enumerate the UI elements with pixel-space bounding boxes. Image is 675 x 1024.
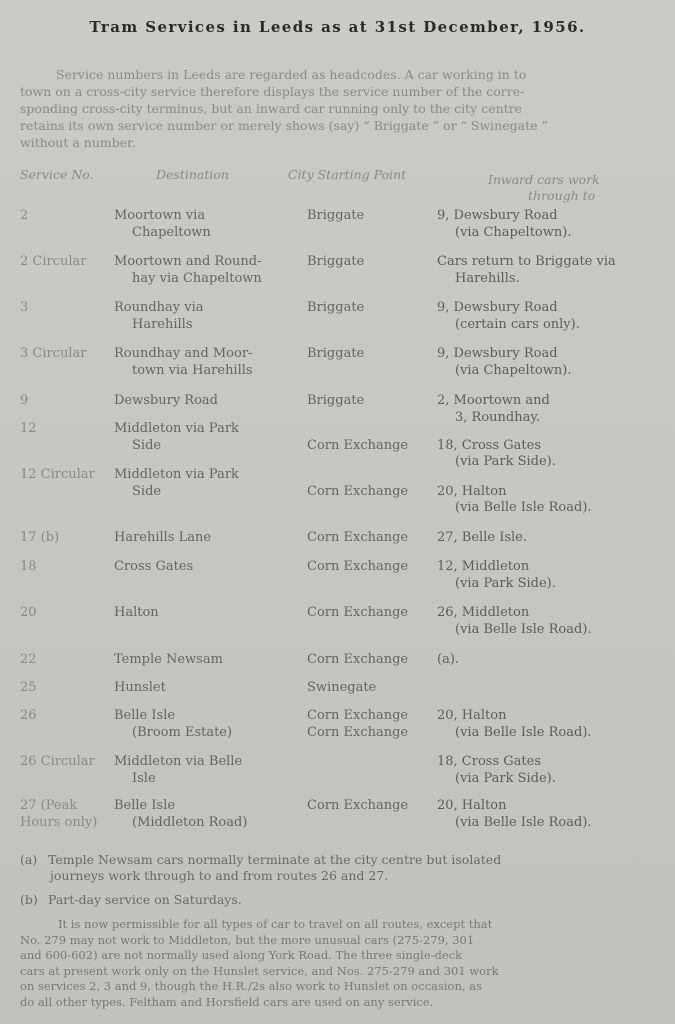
footnote-label: (b) [20, 892, 38, 907]
cell-start: Briggate [307, 300, 365, 315]
cell-destination: Temple Newsam [114, 652, 223, 667]
cell-service: 17 (b) [20, 530, 60, 545]
cell-service: 22 [20, 652, 37, 667]
cell-service: 26 Circular [20, 754, 95, 769]
cell-destination: Moortown via [114, 208, 206, 223]
cell-start: Corn Exchange [307, 652, 409, 667]
cell-destination: Harehills [132, 316, 193, 332]
cell-start: Corn Exchange [307, 559, 409, 574]
cell-destination: Roundhay via [114, 300, 204, 315]
cell-service: 2 Circular [20, 254, 87, 269]
cell-destination: Side [132, 437, 162, 453]
cell-destination: Dewsbury Road [114, 393, 218, 408]
cell-start: Briggate [307, 346, 365, 361]
cell-inward: 3, Roundhay. [455, 409, 541, 425]
cell-inward: 20, Halton [437, 483, 507, 499]
cell-destination: Halton [114, 605, 159, 620]
cell-destination: hay via Chapeltown [132, 270, 262, 286]
closing-line: and 600-602) are not normally used along York Road. The three single-deck [20, 948, 463, 962]
cell-inward: 2, Moortown and [437, 393, 550, 408]
header-service: Service No. [20, 167, 94, 182]
cell-inward: Harehills. [455, 270, 520, 286]
cell-service: 12 Circular [20, 467, 95, 482]
intro-paragraph [20, 66, 660, 151]
cell-inward: 26, Middleton [437, 605, 530, 620]
cell-destination: (Middleton Road) [132, 814, 248, 830]
cell-start: Corn Exchange [307, 605, 409, 620]
cell-service: 20 [20, 605, 37, 620]
cell-service: 3 [20, 300, 29, 315]
cell-inward: 12, Middleton [437, 559, 530, 574]
cell-inward: (via Belle Isle Road). [455, 500, 592, 515]
cell-start: Briggate [307, 254, 365, 269]
cell-inward: 27, Belle Isle. [437, 530, 527, 545]
footnote-text: Part-day service on Saturdays. [48, 892, 242, 907]
closing-paragraph [20, 917, 660, 1010]
cell-start: Corn Exchange [307, 530, 409, 545]
cell-inward: (via Belle Isle Road). [455, 724, 592, 740]
cell-service: 9 [20, 393, 29, 408]
cell-inward: (a). [437, 652, 460, 667]
cell-inward: 18, Cross Gates [437, 437, 541, 453]
cell-service: 27 (Peak [20, 798, 78, 813]
footnote-text: journeys work through to and from routes 26 and 27. [50, 868, 389, 883]
cell-service: 2 [20, 208, 29, 223]
closing-line: on services 2, 3 and 9, though the H.R./2s also work to Hunslet on occasion, as [20, 979, 482, 993]
cell-inward: 20, Halton [437, 798, 507, 813]
cell-destination: Moortown and Round- [114, 254, 262, 269]
closing-line: cars at present work only on the Hunslet service, and Nos. 275-279 and 301 work [20, 963, 499, 978]
cell-start: Corn Exchange [307, 437, 409, 453]
cell-inward: (via Park Side). [455, 770, 556, 786]
cell-destination: (Broom Estate) [132, 724, 233, 740]
cell-destination: Middleton via Park [114, 467, 239, 482]
footnote-label: (a) [20, 852, 38, 867]
intro-line: Service numbers in Leeds are regarded as headcodes. A car working in to [56, 67, 527, 82]
cell-start: Corn Exchange [307, 708, 409, 723]
intro-line: town on a cross-city service therefore displays the service number of the corre- [20, 84, 525, 99]
header-destination: Destination [156, 167, 229, 182]
cell-inward: (via Park Side). [455, 575, 556, 591]
cell-service: 3 Circular [20, 346, 87, 361]
cell-inward: (certain cars only). [455, 316, 580, 332]
closing-line: do all other types. Feltham and Horsfield cars are used on any service. [20, 994, 434, 1009]
cell-destination: Middleton via Belle [114, 754, 243, 769]
cell-destination: Hunslet [114, 680, 166, 695]
cell-inward: 18, Cross Gates [437, 754, 541, 769]
cell-inward: (via Chapeltown). [455, 362, 572, 378]
cell-inward: (via Chapeltown). [455, 224, 572, 240]
intro-line: sponding cross-city terminus, but an inward car running only to the city centre [20, 101, 523, 116]
cell-service: 12 [20, 421, 37, 436]
cell-destination: Harehills Lane [114, 530, 212, 545]
cell-inward: 9, Dewsbury Road [437, 346, 558, 361]
cell-start: Corn Exchange [307, 724, 409, 740]
cell-inward: (via Belle Isle Road). [455, 814, 592, 830]
footnote-text: Temple Newsam cars normally terminate at the city centre but isolated [48, 852, 502, 867]
cell-start: Corn Exchange [307, 798, 409, 813]
cell-inward: 20, Halton [437, 708, 507, 723]
closing-line: No. 279 may not work to Middleton, but the more unusual cars (275-279, 301 [20, 932, 475, 947]
cell-inward: 9, Dewsbury Road [437, 208, 558, 223]
cell-service: 26 [20, 708, 37, 723]
cell-destination: Isle [132, 770, 156, 786]
header-inward: Inward cars work [488, 172, 600, 187]
cell-inward: (via Park Side). [455, 454, 556, 469]
cell-destination: town via Harehills [132, 362, 253, 378]
page-title: Tram Services in Leeds as at 31st December, 1956. [89, 18, 586, 36]
cell-destination: Side [132, 483, 162, 499]
cell-destination: Cross Gates [114, 559, 194, 574]
header-inward-2: through to [528, 188, 596, 203]
cell-service: Hours only) [20, 814, 98, 830]
cell-destination: Chapeltown [132, 224, 211, 240]
closing-line: It is now permissible for all types of car to travel on all routes, except that [58, 917, 493, 931]
cell-start: Briggate [307, 208, 365, 223]
header-start: City Starting Point [288, 167, 407, 182]
cell-destination: Belle Isle [114, 708, 176, 723]
cell-start: Corn Exchange [307, 483, 409, 499]
cell-start: Swinegate [307, 680, 377, 695]
cell-inward: (via Belle Isle Road). [455, 621, 592, 637]
cell-start: Briggate [307, 393, 365, 408]
cell-inward: Cars return to Briggate via [437, 254, 616, 269]
intro-line: without a number. [20, 135, 136, 150]
cell-service: 25 [20, 680, 37, 695]
cell-destination: Belle Isle [114, 798, 176, 813]
cell-inward: 9, Dewsbury Road [437, 300, 558, 315]
intro-line: retains its own service number or merely shows (say) “ Briggate ” or “ Swinegate ” [20, 118, 548, 133]
cell-destination: Roundhay and Moor- [114, 346, 253, 361]
cell-destination: Middleton via Park [114, 421, 239, 436]
cell-service: 18 [20, 559, 37, 574]
